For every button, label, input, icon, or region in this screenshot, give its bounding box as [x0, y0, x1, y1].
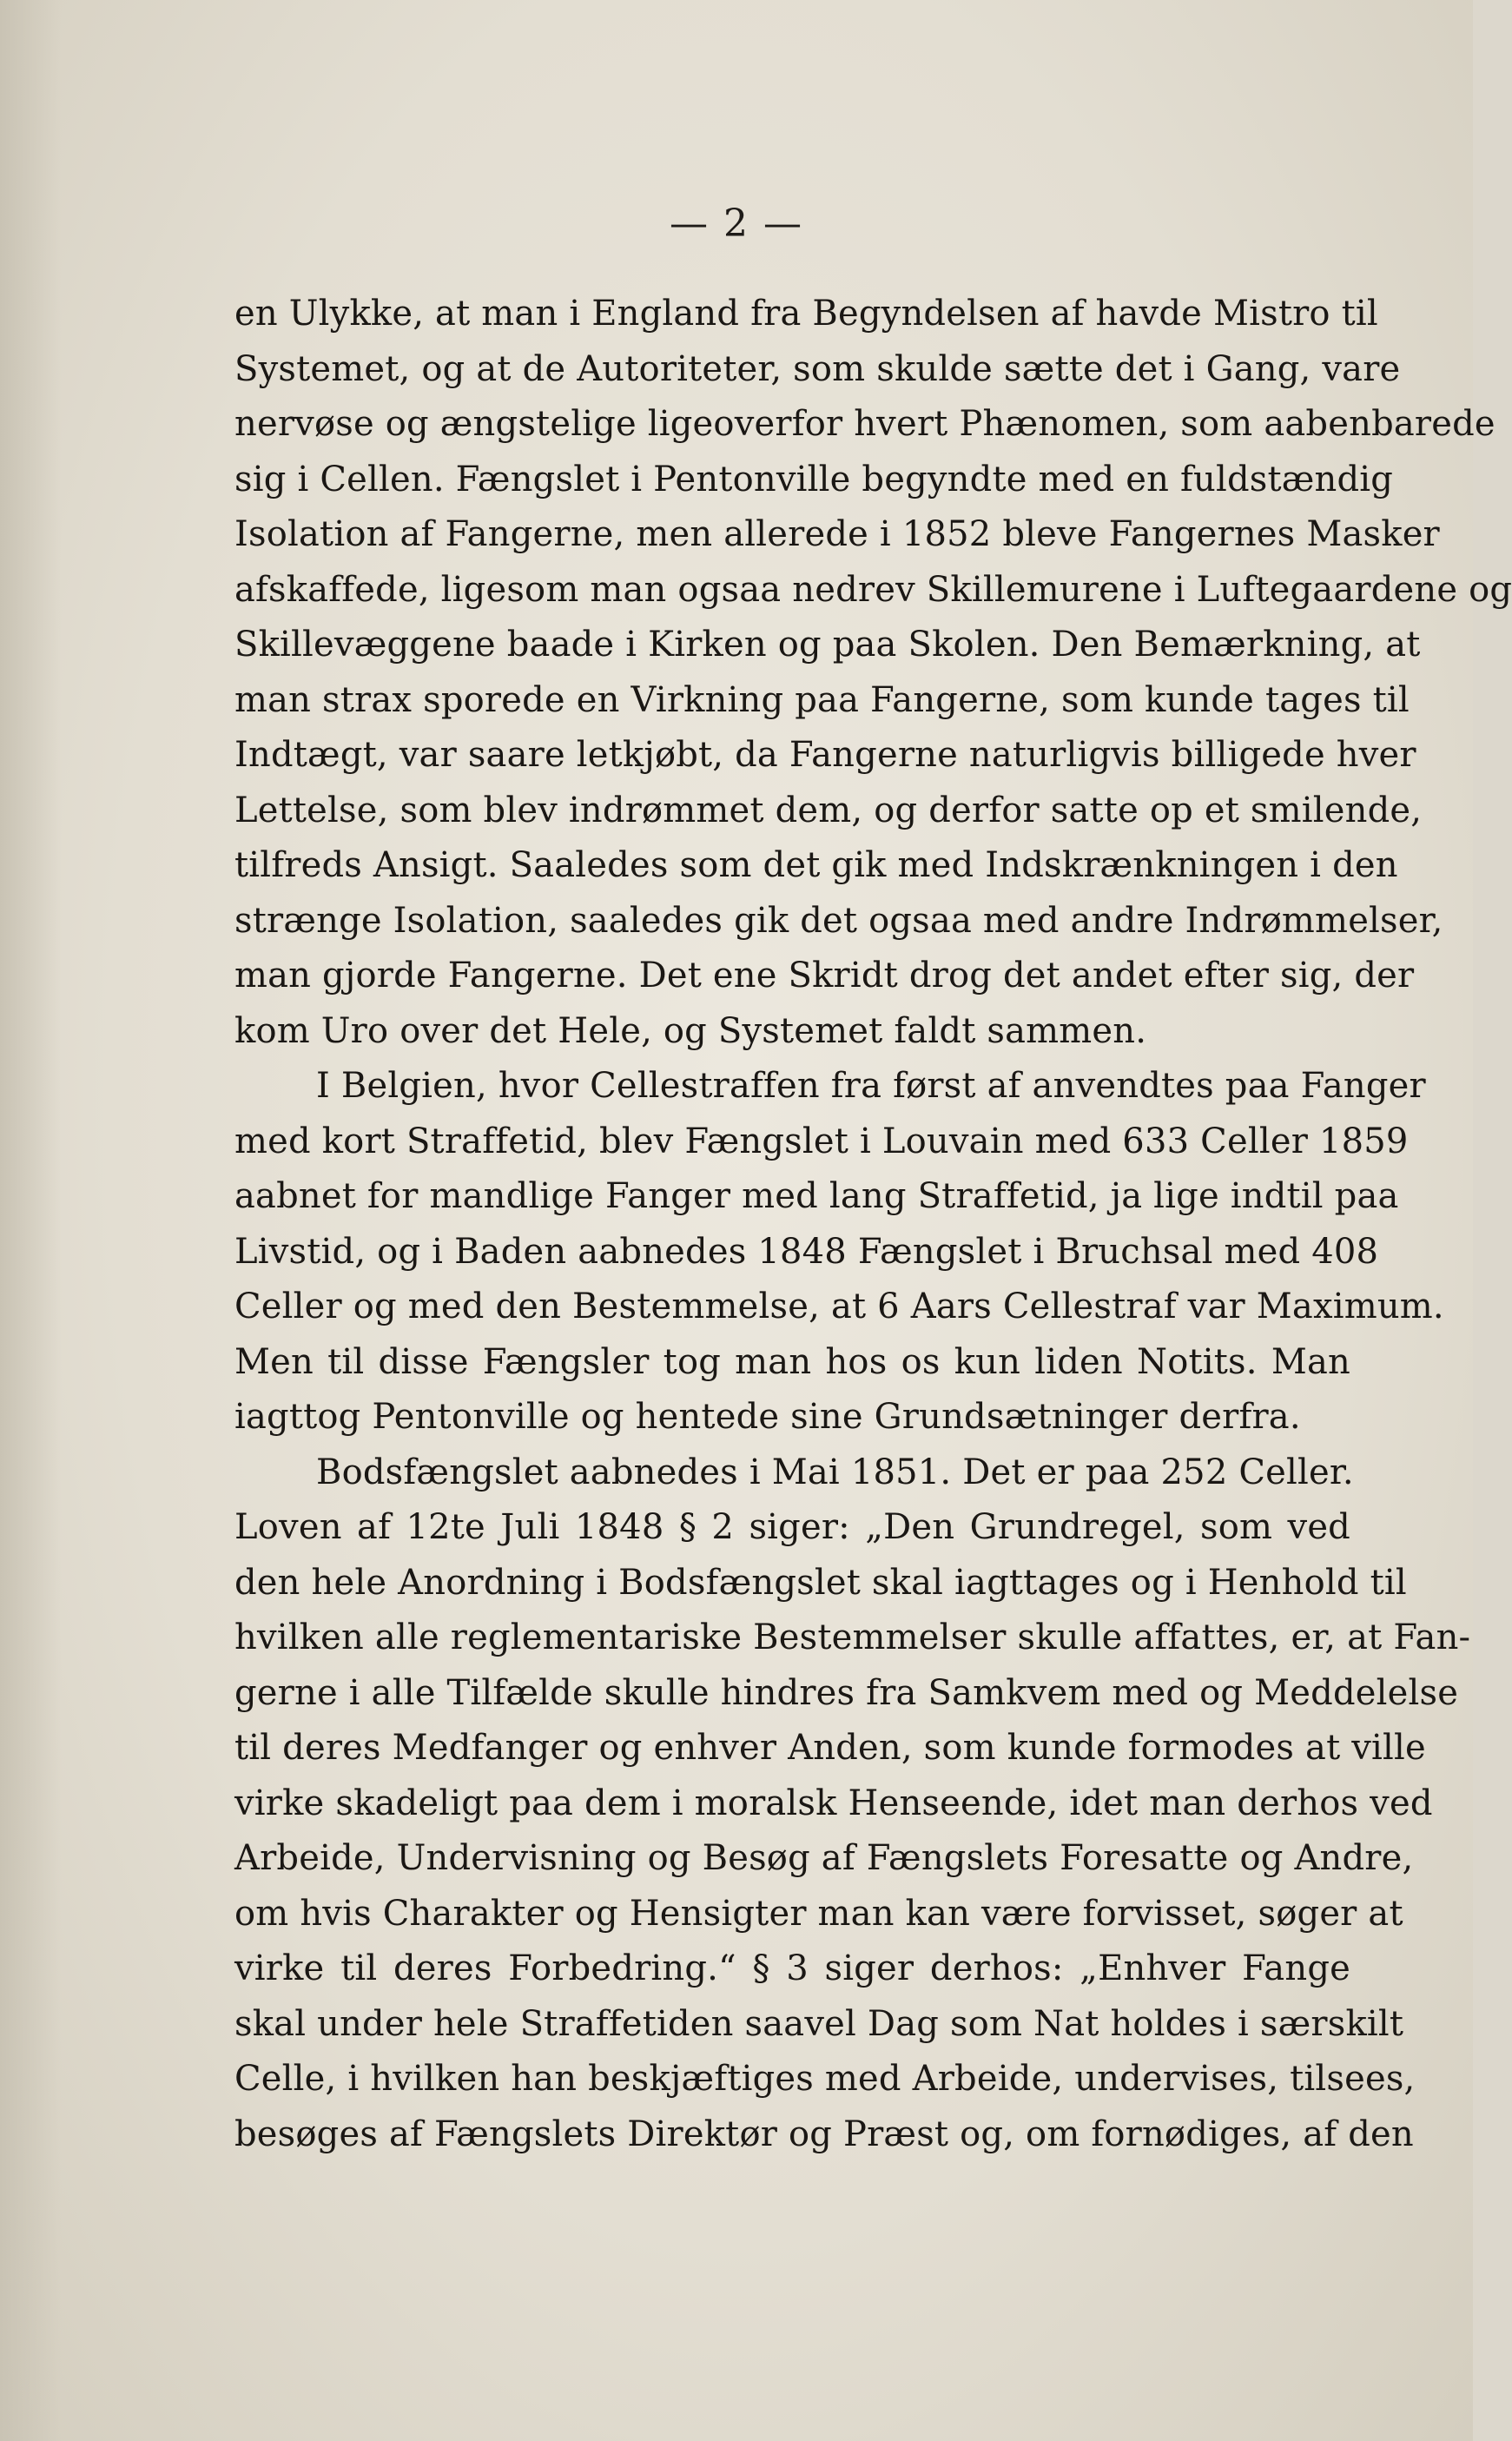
- text-line: I Belgien, hvor Cellestraffen fra først af anvendtes paa Fanger: [316, 1066, 1426, 1106]
- text-line: den hele Anordning i Bodsfængslet skal iagttages og i Henhold til: [234, 1562, 1407, 1603]
- text-line: kom Uro over det Hele, og Systemet faldt sammen.: [234, 1010, 1147, 1051]
- text-line: Bodsfængslet aabnedes i Mai 1851. Det er paa 252 Celler.: [316, 1452, 1354, 1492]
- text-line: med kort Straffetid, blev Fængslet i Louvain med 633 Celler 1859: [234, 1121, 1409, 1161]
- text-line: til deres Medfanger og enhver Anden, som kunde formodes at ville: [234, 1728, 1426, 1768]
- text-line: virke skadeligt paa dem i moralsk Henseende, idet man derhos ved: [234, 1783, 1433, 1823]
- text-line: om hvis Charakter og Hensigter man kan være forvisset, søger at: [234, 1893, 1403, 1934]
- text-line: Arbeide, Undervisning og Besøg af Fængslets Foresatte og Andre,: [234, 1838, 1414, 1878]
- text-line: Skillevæggene baade i Kirken og paa Skolen. Den Bemærkning, at: [234, 625, 1421, 665]
- text-line: Indtægt, var saare letkjøbt, da Fangerne naturligvis billigede hver: [234, 735, 1416, 775]
- text-line: tilfreds Ansigt. Saaledes som det gik med Indskrænkningen i den: [234, 845, 1398, 885]
- text-line: strænge Isolation, saaledes gik det ogsaa med andre Indrømmelser,: [234, 900, 1443, 941]
- text-line: besøges af Fængslets Direktør og Præst og, om fornødiges, af den: [234, 2114, 1414, 2154]
- text-line: hvilken alle reglementariske Bestemmelser skulle affattes, er, at Fan-: [234, 1617, 1471, 1657]
- page-edge-shadow: [0, 0, 61, 2441]
- text-line: gerne i alle Tilfælde skulle hindres fra Samkvem med og Meddelelse: [234, 1672, 1459, 1713]
- page-number: — 2 —: [670, 202, 803, 246]
- text-line: sig i Cellen. Fængslet i Pentonville begyndte med en fuldstændig: [234, 459, 1394, 499]
- body-text: [234, 287, 1512, 2162]
- text-line: virke til deres Forbedring.“ § 3 siger derhos: „Enhver Fange: [234, 1948, 1350, 1988]
- text-line: Celler og med den Bestemmelse, at 6 Aars Cellestraf var Maximum.: [234, 1287, 1444, 1326]
- text-line: aabnet for mandlige Fanger med lang Straffetid, ja lige indtil paa: [234, 1176, 1399, 1216]
- text-line: man strax sporede en Virkning paa Fangerne, som kunde tages til: [234, 679, 1410, 720]
- text-line: Livstid, og i Baden aabnedes 1848 Fængslet i Bruchsal med 408: [234, 1231, 1379, 1272]
- text-line: iagttog Pentonville og hentede sine Grundsætninger derfra.: [234, 1397, 1301, 1437]
- text-line: nervøse og ængstelige ligeoverfor hvert Phænomen, som aabenbarede: [234, 404, 1495, 444]
- text-line: en Ulykke, at man i England fra Begyndelsen af havde Mistro til: [234, 294, 1378, 334]
- text-line: Systemet, og at de Autoriteter, som skulde sætte det i Gang, vare: [234, 348, 1401, 389]
- text-line: Celle, i hvilken han beskjæftiges med Arbeide, undervises, tilsees,: [234, 2059, 1416, 2099]
- text-line: man gjorde Fangerne. Det ene Skridt drog det andet efter sig, der: [234, 956, 1415, 996]
- text-line: Loven af 12te Juli 1848 § 2 siger: „Den Grundregel, som ved: [234, 1507, 1350, 1547]
- text-line: afskaffede, ligesom man ogsaa nedrev Skillemurene i Luftegaardene og: [234, 569, 1512, 610]
- text-line: Isolation af Fangerne, men allerede i 1852 bleve Fangernes Masker: [234, 514, 1440, 554]
- text-line: Men til disse Fængsler tog man hos os kun liden Notits. Man: [234, 1341, 1350, 1382]
- text-line: skal under hele Straffetiden saavel Dag som Nat holdes i særskilt: [234, 2003, 1404, 2044]
- text-line: Lettelse, som blev indrømmet dem, og derfor satte op et smilende,: [234, 790, 1423, 830]
